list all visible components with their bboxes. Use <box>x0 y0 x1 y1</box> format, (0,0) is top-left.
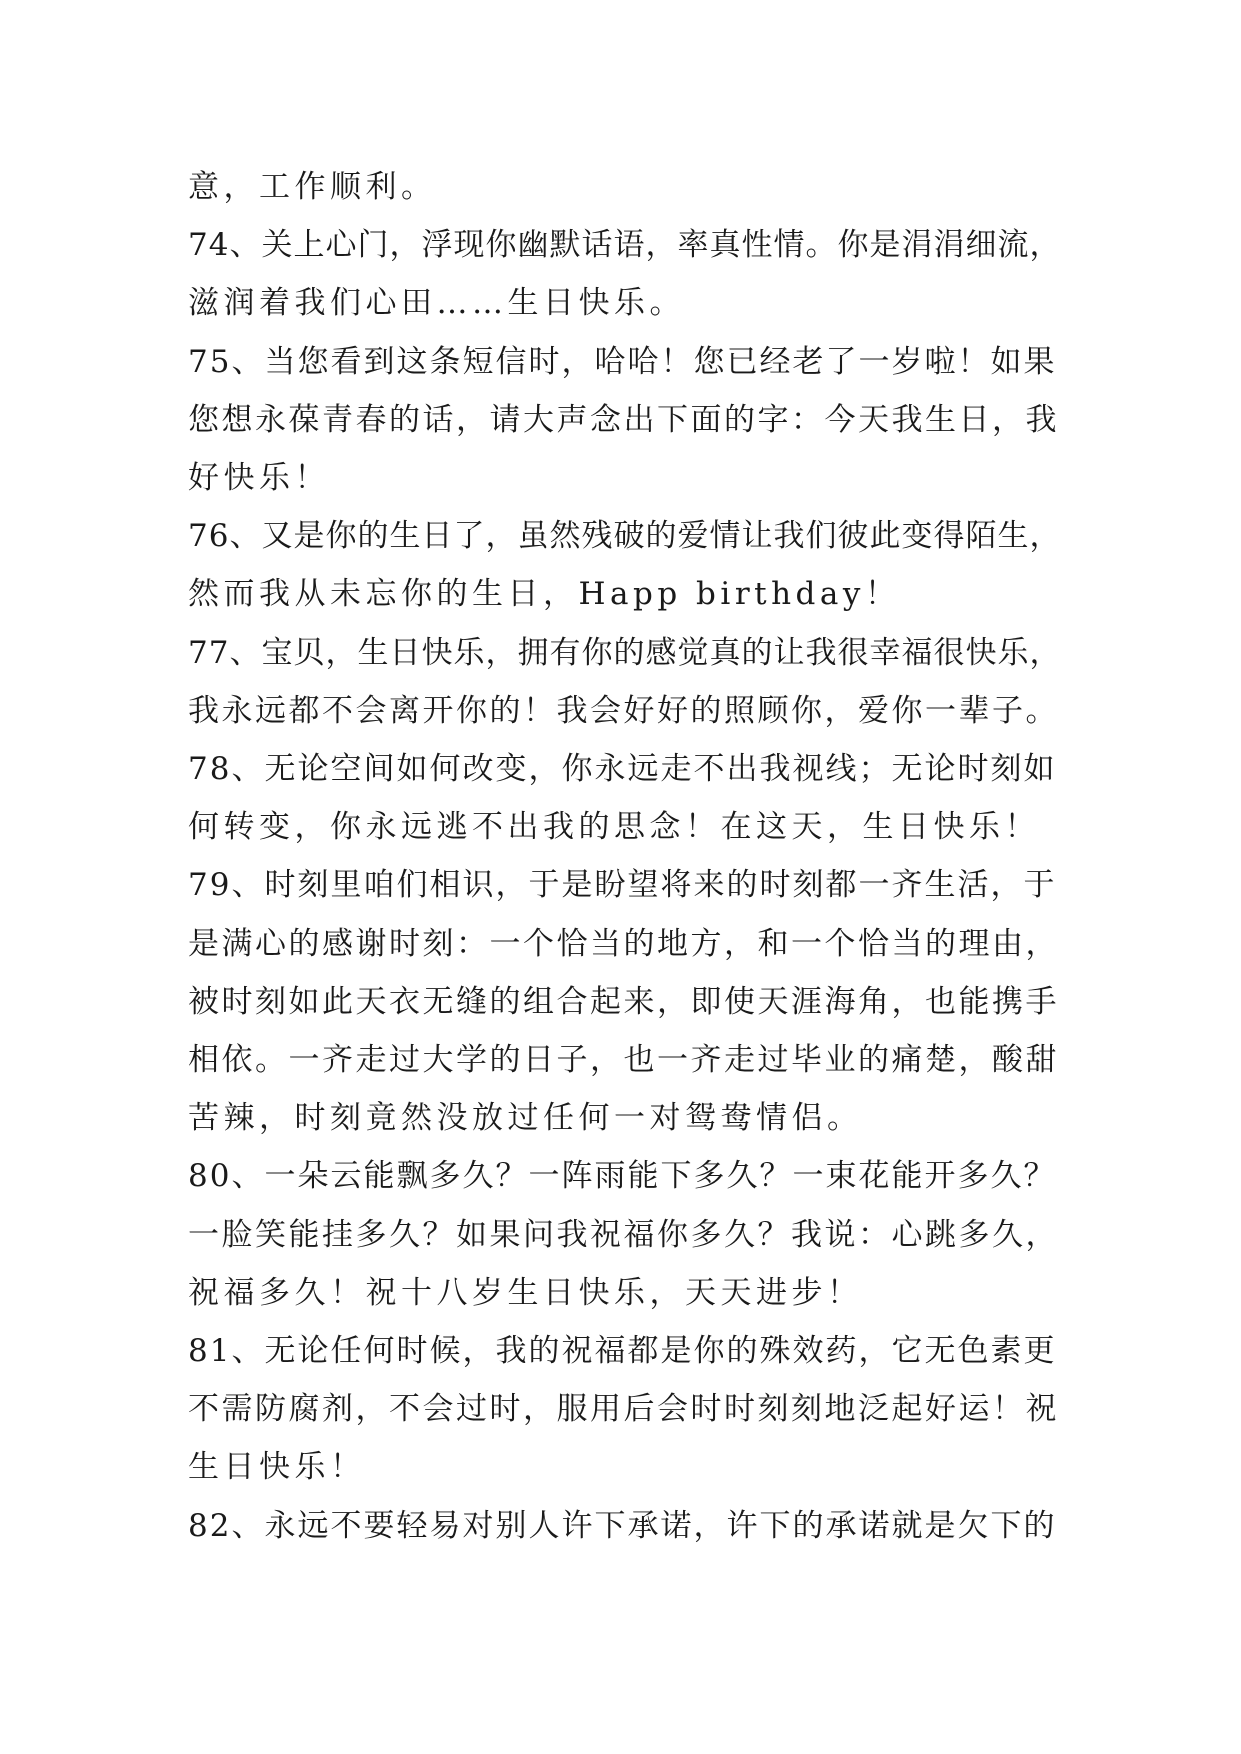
text-line: 苦辣，时刻竟然没放过任何一对鸳鸯情侣。 <box>188 1100 863 1137</box>
text-line: 祝福多久！祝十八岁生日快乐，天天进步！ <box>188 1274 863 1311</box>
text-line: 生日快乐！ <box>188 1449 366 1486</box>
text-line: 被时刻如此天衣无缝的组合起来，即使天涯海角，也能携手 <box>188 983 1059 1020</box>
text-line: 意，工作顺利。 <box>188 169 437 205</box>
text-line: 不需防腐剂，不会过时，服用后会时时刻刻地泛起好运！祝 <box>188 1391 1059 1428</box>
text-line: 好快乐！ <box>188 460 330 497</box>
text-line: 77、宝贝，生日快乐，拥有你的感觉真的让我很幸福很快乐， <box>188 634 1062 671</box>
text-line: 76、又是你的生日了，虽然残破的爱情让我们彼此变得陌生， <box>188 518 1062 555</box>
text-line: 81、无论任何时候，我的祝福都是你的殊效药，它无色素更 <box>188 1333 1057 1370</box>
text-line: 何转变，你永远逃不出我的思念！在这天，生日快乐！ <box>188 809 1040 846</box>
text-line: 我永远都不会离开你的！我会好好的照顾你，爱你一辈子。 <box>188 692 1059 729</box>
text-line: 滋润着我们心田……生日快乐。 <box>188 285 685 322</box>
text-line: 是满心的感谢时刻：一个恰当的地方，和一个恰当的理由， <box>188 925 1059 962</box>
text-line: 您想永葆青春的话，请大声念出下面的字：今天我生日，我 <box>188 401 1059 438</box>
text-line: 一脸笑能挂多久？如果问我祝福你多久？我说：心跳多久， <box>188 1216 1059 1253</box>
text-line: 相依。一齐走过大学的日子，也一齐走过毕业的痛楚，酸甜 <box>188 1042 1059 1079</box>
text-line: 然而我从未忘你的生日，Happ birthday！ <box>188 576 901 613</box>
text-line: 80、一朵云能飘多久？一阵雨能下多久？一束花能开多久？ <box>188 1158 1057 1195</box>
text-line: 78、无论空间如何改变，你永远走不出我视线；无论时刻如 <box>188 751 1057 788</box>
text-line: 75、当您看到这条短信时，哈哈！您已经老了一岁啦！如果 <box>188 343 1057 380</box>
text-line: 74、关上心门，浮现你幽默话语，率真性情。你是涓涓细流， <box>188 227 1062 264</box>
text-line: 82、永远不要轻易对别人许下承诺，许下的承诺就是欠下的 <box>188 1507 1057 1544</box>
document-body <box>188 158 1068 1555</box>
text-line: 79、时刻里咱们相识，于是盼望将来的时刻都一齐生活，于 <box>188 867 1057 904</box>
